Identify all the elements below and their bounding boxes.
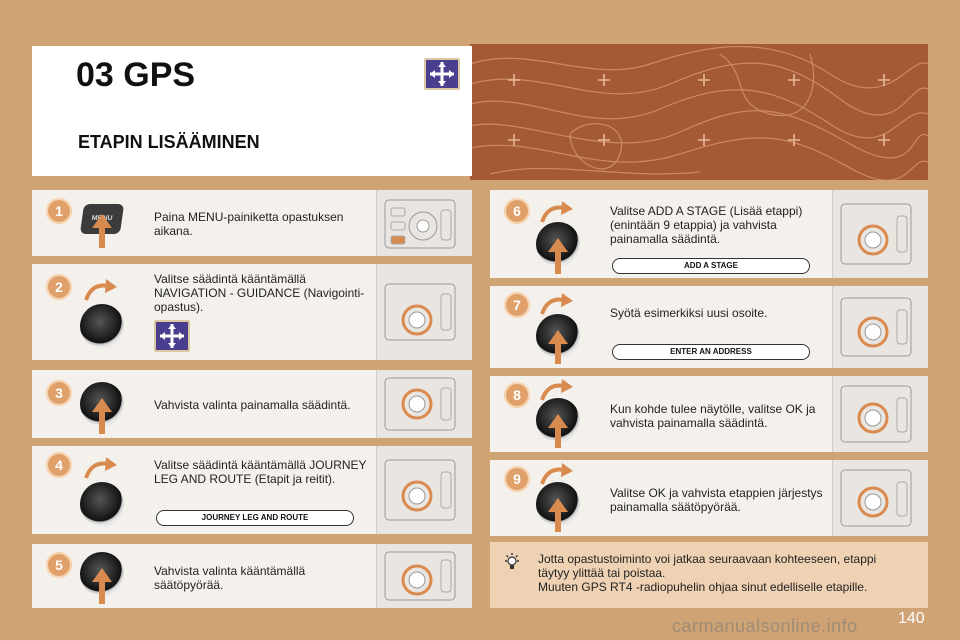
radio-panel-illustration (832, 286, 928, 368)
press-arrow-icon (555, 342, 561, 364)
press-arrowhead-icon (92, 568, 112, 582)
step-7 (490, 286, 928, 368)
radio-panel-illustration (376, 264, 472, 360)
menu-option-pill: ENTER AN ADDRESS (612, 344, 810, 360)
page-title: 03 GPS (76, 56, 196, 94)
rotate-arrow-icon (84, 456, 118, 480)
radio-panel-illustration (376, 190, 472, 256)
step-text: Syötä esimerkiksi uusi osoite. (610, 306, 768, 320)
step-2 (32, 264, 472, 360)
step-number: 6 (504, 198, 530, 224)
step-number: 1 (46, 198, 72, 224)
page-number: 140 (898, 610, 925, 627)
step-number: 9 (504, 466, 530, 492)
menu-button-illustration: MENU (80, 204, 124, 234)
lightbulb-icon (502, 552, 522, 572)
step-8 (490, 376, 928, 452)
press-arrow-icon (99, 226, 105, 248)
press-arrowhead-icon (548, 238, 568, 252)
rotate-arrow-icon (540, 200, 574, 224)
step-number: 3 (46, 380, 72, 406)
radio-panel-illustration (376, 370, 472, 438)
tip-box (490, 542, 928, 608)
step-text: Valitse säädintä kääntämällä NAVIGATION - GUIDANCE (Navigointi-opastus). (154, 272, 365, 314)
step-text: Valitse säädintä kääntämällä JOURNEY LEG AND ROUTE (Etapit ja reitit). (154, 458, 367, 486)
radio-panel-illustration (376, 446, 472, 534)
press-arrow-icon (99, 410, 105, 434)
press-arrowhead-icon (548, 498, 568, 512)
tip-line: Muuten GPS RT4 -radiopuhelin ohjaa sinut edelliselle etapille. (538, 580, 868, 594)
press-arrowhead-icon (548, 330, 568, 344)
tip-text (538, 552, 876, 594)
step-text: Vahvista valinta kääntämällä säätöpyörää. (154, 564, 306, 592)
menu-option-pill: ADD A STAGE (612, 258, 810, 274)
rotate-arrow-icon (540, 292, 574, 316)
step-number: 5 (46, 552, 72, 578)
press-arrowhead-icon (548, 414, 568, 428)
step-number: 2 (46, 274, 72, 300)
step-text: Paina MENU-painiketta opastuksen aikana. (154, 210, 344, 238)
section-title: ETAPIN LISÄÄMINEN (78, 132, 260, 152)
radio-panel-illustration (832, 460, 928, 536)
tip-line: täytyy ylittää tai poistaa. (538, 566, 666, 580)
press-arrowhead-icon (92, 214, 112, 228)
step-9 (490, 460, 928, 536)
tip-line: Jotta opastustoiminto voi jatkaa seuraavaan kohteeseen, etappi (538, 552, 877, 566)
menu-option-pill: JOURNEY LEG AND ROUTE (156, 510, 354, 526)
step-text: Vahvista valinta painamalla säädintä. (154, 398, 351, 412)
step-text: Valitse ADD A STAGE (Lisää etappi) (enintään 9 etappia) ja vahvista painamalla säädintä. (610, 204, 803, 246)
watermark: carmanualsonline.info (672, 616, 858, 636)
step-number: 8 (504, 382, 530, 408)
control-knob-icon (80, 482, 124, 526)
press-arrow-icon (555, 426, 561, 448)
step-6 (490, 190, 928, 278)
control-knob-icon (80, 304, 124, 348)
radio-panel-illustration (376, 544, 472, 608)
press-arrow-icon (99, 580, 105, 604)
step-number: 7 (504, 292, 530, 318)
navigation-icon (424, 58, 460, 90)
rotate-arrow-icon (84, 278, 118, 302)
press-arrow-icon (555, 510, 561, 532)
step-3 (32, 370, 472, 438)
step-text: Valitse OK ja vahvista etappien järjestys painamalla säätöpyörää. (610, 486, 823, 514)
map-banner (470, 44, 928, 180)
step-1 (32, 190, 472, 256)
radio-panel-illustration (832, 190, 928, 278)
press-arrowhead-icon (92, 398, 112, 412)
press-arrow-icon (555, 250, 561, 274)
step-text: Kun kohde tulee näytölle, valitse OK ja vahvista painamalla säädintä. (610, 402, 816, 430)
step-5 (32, 544, 472, 608)
step-number: 4 (46, 452, 72, 478)
radio-panel-illustration (832, 376, 928, 452)
step-4 (32, 446, 472, 534)
navigation-icon (154, 320, 190, 352)
